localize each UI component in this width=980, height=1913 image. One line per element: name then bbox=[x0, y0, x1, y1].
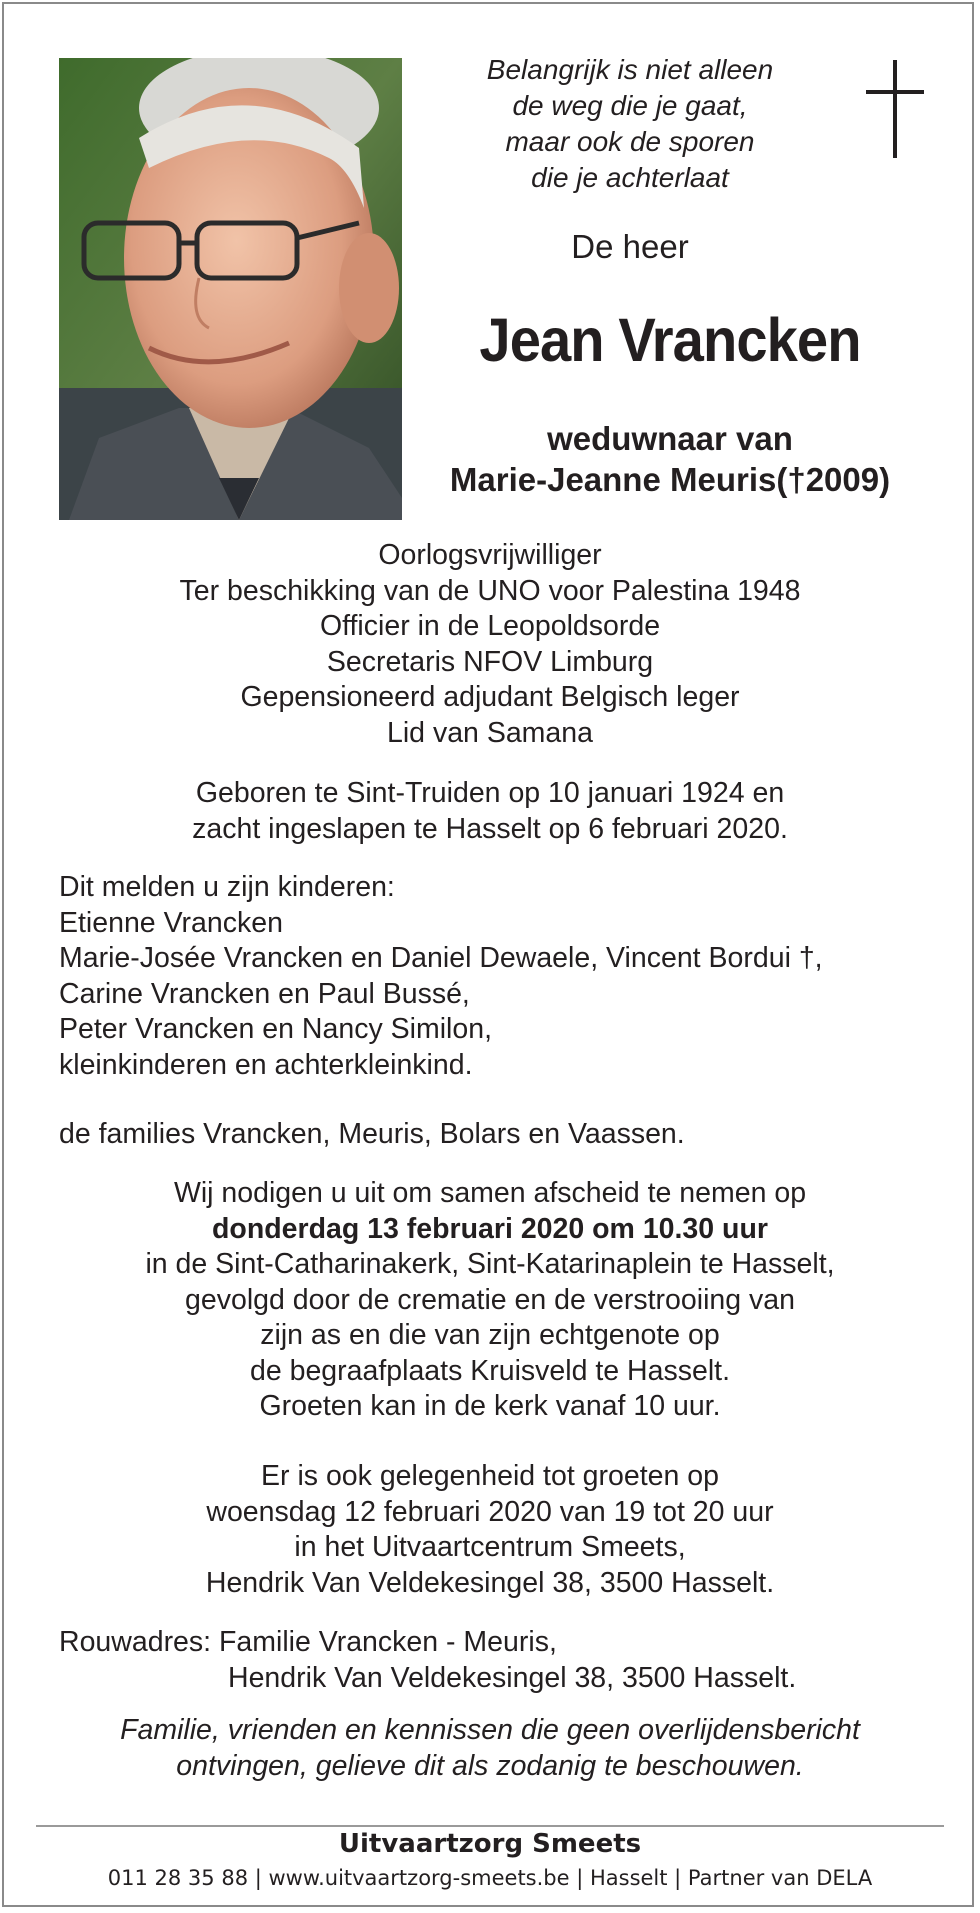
ceremony-date: donderdag 13 februari 2020 om 10.30 uur bbox=[212, 1212, 768, 1245]
visitation-block bbox=[0, 1459, 980, 1601]
family-line: kleinkinderen en achterkleinkind. bbox=[59, 1048, 473, 1081]
ceremony-line: zijn as en die van zijn echtgenote op bbox=[260, 1319, 720, 1351]
memorial-quote bbox=[420, 52, 840, 196]
family-line: Carine Vrancken en Paul Bussé, bbox=[59, 977, 470, 1010]
spouse-name: Marie-Jeanne Meuris(†2009) bbox=[449, 461, 891, 498]
life-dates bbox=[0, 776, 980, 847]
visitation-line: Hendrik Van Veldekesingel 38, 3500 Hasselt. bbox=[205, 1566, 775, 1599]
quote-line: Belangrijk is niet alleen bbox=[486, 54, 774, 85]
birth-line: Geboren te Sint-Truiden op 10 januari 1924 en bbox=[195, 777, 785, 809]
family-line: Peter Vrancken en Nancy Similon, bbox=[59, 1013, 492, 1045]
family-line: Etienne Vrancken bbox=[59, 906, 283, 939]
ceremony-line: de begraafplaats Kruisveld te Hasselt. bbox=[249, 1354, 731, 1387]
ceremony-line: in de Sint-Catharinakerk, Sint-Katarinaplein te Hasselt, bbox=[145, 1248, 835, 1280]
visitation-line: woensdag 12 februari 2020 van 19 tot 20 uur bbox=[206, 1495, 774, 1528]
closing-note bbox=[0, 1712, 980, 1784]
quote-line: maar ook de sporen bbox=[505, 126, 755, 157]
titles-block bbox=[0, 538, 980, 751]
visitation-line: in het Uitvaartcentrum Smeets, bbox=[294, 1531, 686, 1563]
funeral-home-info: 011 28 35 88 | www.uitvaartzorg-smeets.be | Hasselt | Partner van DELA bbox=[107, 1866, 873, 1890]
title-line: Ter beschikking van de UNO voor Palestina 1948 bbox=[179, 574, 801, 607]
ceremony-intro: Wij nodigen u uit om samen afscheid te nemen op bbox=[173, 1177, 807, 1209]
ceremony-line: Groeten kan in de kerk vanaf 10 uur. bbox=[259, 1390, 721, 1422]
visitation-line: Er is ook gelegenheid tot groeten op bbox=[261, 1460, 719, 1492]
mourning-address-label: Rouwadres: Familie Vrancken - Meuris, bbox=[59, 1626, 557, 1658]
honorific: De heer bbox=[571, 228, 689, 265]
title-line: Lid van Samana bbox=[387, 716, 593, 749]
closing-line: Familie, vrienden en kennissen die geen overlijdensbericht bbox=[120, 1714, 860, 1746]
death-line: zacht ingeslapen te Hasselt op 6 februari 2020. bbox=[192, 812, 788, 845]
title-line: Officier in de Leopoldsorde bbox=[319, 610, 661, 642]
funeral-home-name: Uitvaartzorg Smeets bbox=[338, 1829, 642, 1859]
title-line: Oorlogsvrijwilliger bbox=[378, 539, 602, 571]
quote-line: de weg die je gaat, bbox=[512, 90, 748, 121]
title-line: Gepensioneerd adjudant Belgisch leger bbox=[240, 681, 740, 713]
cross-icon bbox=[860, 60, 930, 160]
title-line: Secretaris NFOV Limburg bbox=[326, 645, 654, 678]
families-line: de families Vrancken, Meuris, Bolars en Vaassen. bbox=[59, 1118, 685, 1150]
footer-divider bbox=[36, 1825, 944, 1827]
family-intro: Dit melden u zijn kinderen: bbox=[59, 871, 395, 903]
quote-line: die je achterlaat bbox=[531, 162, 729, 193]
closing-line: ontvingen, gelieve dit als zodanig te beschouwen. bbox=[176, 1750, 804, 1782]
ceremony-block bbox=[0, 1176, 980, 1425]
portrait-photo bbox=[59, 58, 402, 520]
ceremony-line: gevolgd door de crematie en de verstrooiing van bbox=[185, 1283, 795, 1316]
widower-line: weduwnaar van bbox=[547, 420, 793, 457]
deceased-name: Jean Vrancken bbox=[479, 306, 861, 374]
family-line: Marie-Josée Vrancken en Daniel Dewaele, Vincent Bordui †, bbox=[59, 942, 823, 974]
family-block bbox=[59, 870, 823, 1083]
mourning-address-line: Hendrik Van Veldekesingel 38, 3500 Hasselt. bbox=[228, 1662, 797, 1694]
